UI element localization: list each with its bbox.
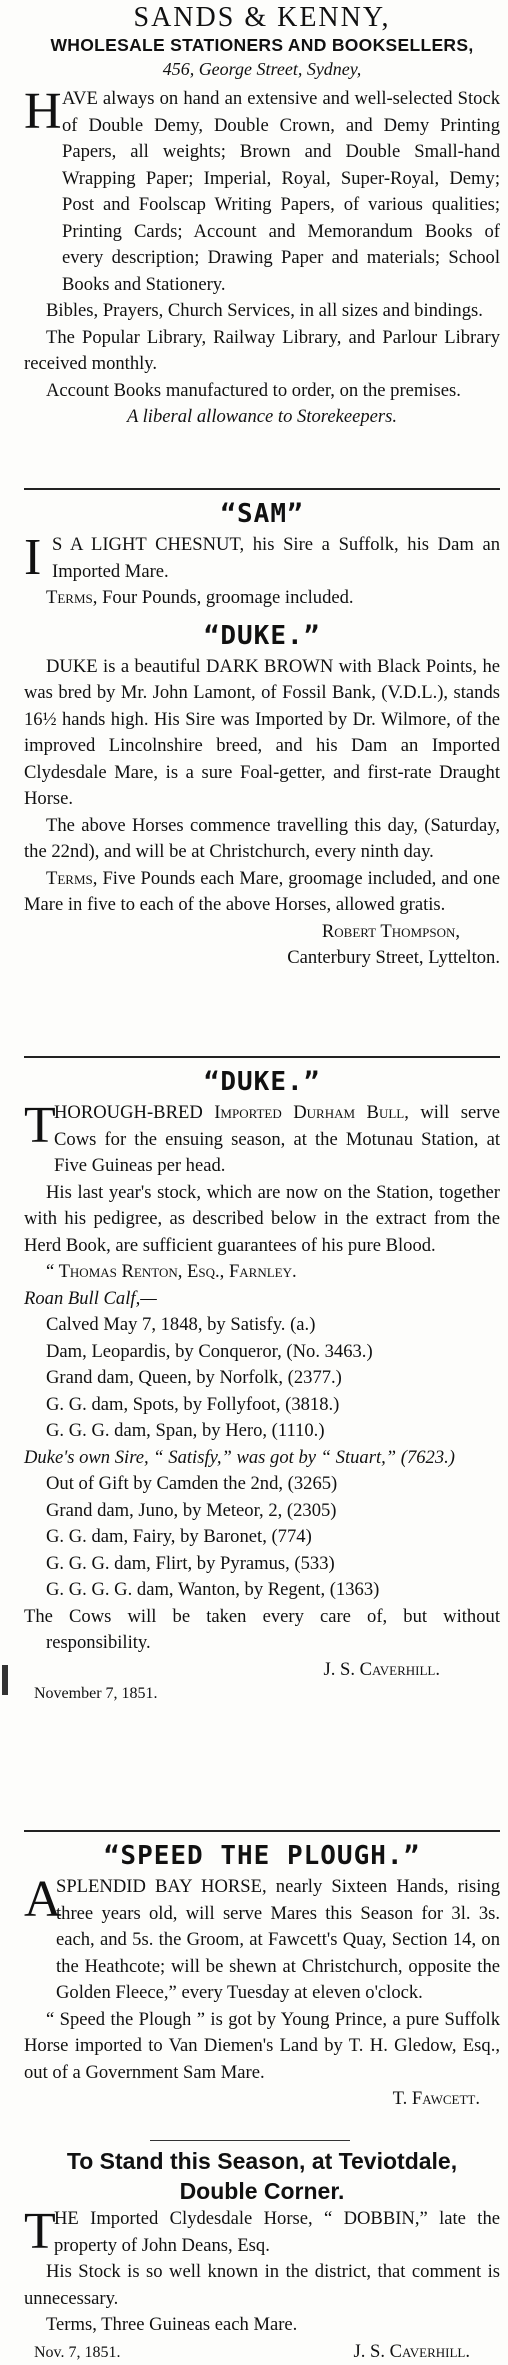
gutter-mark xyxy=(2,1665,8,1695)
dropcap: T xyxy=(24,1102,56,1150)
bull-calf: Roan Bull Calf,— xyxy=(24,1286,500,1313)
teviot-title-2: Double Corner. xyxy=(24,2176,500,2206)
bull-para-1: T HOROUGH-BRED Imported Durham Bull, will serve Cows for the ensuing season, at the Motunau Station, at Five Guineas per head. xyxy=(24,1100,500,1180)
pedigree-line: Out of Gift by Camden the 2nd, (3265) xyxy=(24,1471,500,1498)
sands-address: 456, George Street, Sydney, xyxy=(24,56,500,82)
sam-terms: Terms, Four Pounds, groomage included. xyxy=(24,585,500,612)
duke-terms: Terms, Five Pounds each Mare, groomage included, and one Mare in five to each of the above Horses, allowed gratis. xyxy=(24,866,500,919)
dropcap: T xyxy=(24,2208,56,2256)
pedigree-list-1 xyxy=(24,1312,500,1445)
plough-para-2: “ Speed the Plough ” is got by Young Prince, a pure Suffolk Horse imported to Van Diemen's Land by T. H. Gledow, Esq., out of a Government Sam Mare. xyxy=(24,2007,500,2087)
teviot-footer xyxy=(24,2339,500,2365)
sam-duke-ad xyxy=(24,496,500,972)
sands-name: SANDS & KENNY, xyxy=(24,2,500,34)
short-divider xyxy=(150,2140,350,2141)
teviot-para-1: T HE Imported Clydesdale Horse, “ DOBBIN,” late the property of John Deans, Esq. xyxy=(24,2206,500,2259)
pedigree-line: G. G. G. G. dam, Wanton, by Regent, (1363) xyxy=(24,1577,500,1604)
teviot-title-1: To Stand this Season, at Teviotdale, xyxy=(24,2146,500,2176)
dropcap: I xyxy=(24,534,41,582)
pedigree-line: G. G. dam, Fairy, by Baronet, (774) xyxy=(24,1524,500,1551)
sands-para-2: Bibles, Prayers, Church Services, in all sizes and bindings. xyxy=(24,298,500,325)
pedigree-line: G. G. G. dam, Span, by Hero, (1110.) xyxy=(24,1418,500,1445)
pedigree-line: Grand dam, Juno, by Meteor, 2, (2305) xyxy=(24,1498,500,1525)
bull-para-2: His last year's stock, which are now on the Station, together with his pedigree, as described below in the extract from the Herd Book, are sufficient guarantees of his pure Blood. xyxy=(24,1180,500,1260)
plough-signer: T. Fawcett. xyxy=(24,2086,500,2113)
bull-quote: “ Thomas Renton, Esq., Farnley. xyxy=(24,1259,500,1286)
dropcap: A xyxy=(24,1876,62,1924)
sam-text: I S A LIGHT CHESNUT, his Sire a Suffolk, his Dam an Imported Mare. xyxy=(24,532,500,585)
pedigree-line: G. G. G. dam, Flirt, by Pyramus, (533) xyxy=(24,1551,500,1578)
duke-signer-address: Canterbury Street, Lyttelton. xyxy=(24,945,500,972)
plough-title: “SPEED THE PLOUGH.” xyxy=(24,1838,500,1874)
sands-allowance: A liberal allowance to Storekeepers. xyxy=(24,404,500,431)
duke-para-2: The above Horses commence travelling this day, (Saturday, the 22nd), and will be at Christchurch, every ninth day. xyxy=(24,813,500,866)
sam-title: “SAM” xyxy=(24,496,500,532)
teviot-date: Nov. 7, 1851. xyxy=(24,2344,121,2362)
bull-date: November 7, 1851. xyxy=(24,1685,500,1703)
teviot-terms: Terms, Three Guineas each Mare. xyxy=(24,2312,500,2339)
bull-care: The Cows will be taken every care of, but without responsibility. xyxy=(24,1604,500,1657)
pedigree-line: G. G. dam, Spots, by Follyfoot, (3818.) xyxy=(24,1392,500,1419)
pedigree-list-2 xyxy=(24,1471,500,1604)
teviot-signer: J. S. Caverhill. xyxy=(353,2339,500,2365)
plough-para-1: A SPLENDID BAY HORSE, nearly Sixteen Hands, rising three years old, will serve Mares this Season for 3l. 3s. each, and 5s. the Groom, at Fawcett's Quay, Section 14, on the Heathcote; will be shewn at Christchurch, opposite the Golden Fleece,” every Tuesday at eleven o'clock. xyxy=(24,1874,500,2007)
teviotdale-ad xyxy=(24,2146,500,2365)
teviot-para-2: His Stock is so well known in the district, that comment is unnecessary. xyxy=(24,2259,500,2312)
speed-plough-ad xyxy=(24,1838,500,2113)
sands-para-1: H AVE always on hand an extensive and well-selected Stock of Double Demy, Double Crown, and Demy Printing Papers, all weights; Brown and Double Small-hand Wrapping Paper; Imperial, Royal, Super-Royal, Demy; Post and Foolscap Writing Papers, of various qualities; Printing Cards; Account and Memorandum Books of every description; Drawing Paper and materials; School Books and Stationery. xyxy=(24,86,500,298)
sands-para-4: Account Books manufactured to order, on the premises. xyxy=(24,378,500,405)
bull-signer: J. S. Caverhill. xyxy=(24,1657,500,1684)
bull-sire-line: Duke's own Sire, “ Satisfy,” was got by “ Stuart,” (7623.) xyxy=(24,1445,500,1472)
duke-bull-ad xyxy=(24,1064,500,1703)
sands-kenny-ad xyxy=(24,2,500,431)
divider xyxy=(24,1056,500,1058)
duke-para-1: DUKE is a beautiful DARK BROWN with Black Points, he was bred by Mr. John Lamont, of Fossil Bank, (V.D.L.), stands 16½ hands high. His Sire was Imported by Dr. Wilmore, of the improved Lincolnshire breed, and his Dam an Imported Clydesdale Mare, is a sure Foal-getter, and first-rate Draught Horse. xyxy=(24,654,500,813)
sands-para-3: The Popular Library, Railway Library, and Parlour Library received monthly. xyxy=(24,325,500,378)
pedigree-line: Dam, Leopardis, by Conqueror, (No. 3463.) xyxy=(24,1339,500,1366)
divider xyxy=(24,488,500,490)
bull-title: “DUKE.” xyxy=(24,1064,500,1100)
duke-title: “DUKE.” xyxy=(24,618,500,654)
dropcap: H xyxy=(24,88,62,136)
duke-signer: Robert Thompson, xyxy=(24,919,500,946)
divider xyxy=(24,1830,500,1832)
pedigree-line: Grand dam, Queen, by Norfolk, (2377.) xyxy=(24,1365,500,1392)
pedigree-line: Calved May 7, 1848, by Satisfy. (a.) xyxy=(24,1312,500,1339)
sands-trade: WHOLESALE STATIONERS AND BOOKSELLERS, xyxy=(24,34,500,56)
